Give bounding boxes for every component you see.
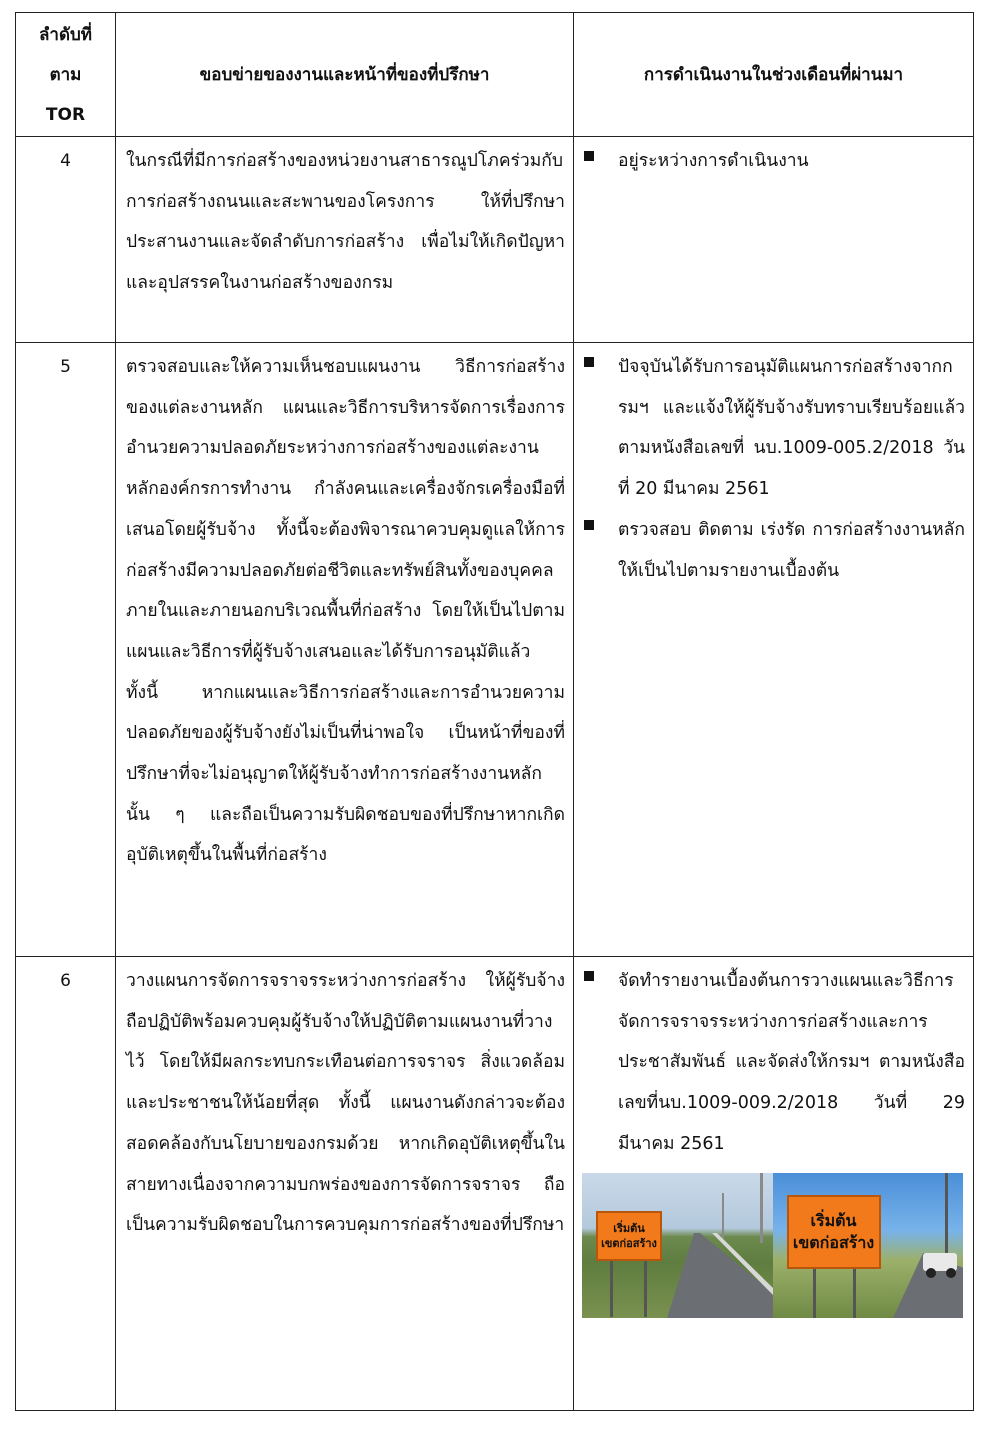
photo-strip [582, 1173, 965, 1318]
table-header-row [16, 13, 974, 137]
square-bullet-icon [584, 151, 594, 161]
square-bullet-icon [584, 971, 594, 981]
header-tor-line-2: ตาม [49, 64, 82, 85]
table-row [16, 957, 974, 1411]
row-scope-text: วางแผนการจัดการจราจรระหว่างการก่อสร้าง ให้ผู้รับจ้างถือปฏิบัติพร้อมควบคุมผู้รับจ้างให้ปฏิบัติตามแผนงานที่วางไว้ โดยให้มีผลกระทบกระเทือนต่อการจราจร สิ่งแวดล้อม และประชาชนให้น้อยที่สุด ทั้งนี้ แผนงานดังกล่าวจะต้องสอดคล้องกับนโยบายของกรมด้วย หากเกิดอุบัติเหตุขึ้นในสายทางเนื่องจากความบกพร่องของการจัดการจราจร ถือเป็นความรับผิดชอบในการควบคุมการก่อสร้างของที่ปรึกษา [116, 957, 574, 1411]
header-progress: การดำเนินงานในช่วงเดือนที่ผ่านมา [574, 13, 974, 137]
header-tor-number [16, 13, 116, 137]
row-scope-text: ในกรณีที่มีการก่อสร้างของหน่วยงานสาธารณูปโภคร่วมกับการก่อสร้างถนนและสะพานของโครงการ ให้ที่ปรึกษาประสานงานและจัดลำดับการก่อสร้าง เพื่อไม่ให้เกิดปัญหาและอุปสรรคในงานก่อสร้างของกรม [116, 137, 574, 343]
sign-text-line-1: เริ่มต้น [810, 1210, 857, 1230]
report-table [15, 12, 974, 1411]
progress-bullet [582, 961, 965, 1165]
row-number: 5 [16, 343, 116, 957]
sign-text-line-2: เขตก่อสร้าง [601, 1236, 657, 1250]
sign-text-line-1: เริ่มต้น [613, 1221, 645, 1235]
square-bullet-icon [584, 520, 594, 530]
construction-sign-photo [582, 1173, 773, 1318]
row-scope-text: ตรวจสอบและให้ความเห็นชอบแผนงาน วิธีการก่อสร้างของแต่ละงานหลัก แผนและวิธีการบริหารจัดการเรื่องการอำนวยความปลอดภัยระหว่างการก่อสร้างของแต่ละงานหลักองค์กรการทำงาน กำลังคนและเครื่องจักรเครื่องมือที่เสนอโดยผู้รับจ้าง ทั้งนี้จะต้องพิจารณาควบคุมดูแลให้การก่อสร้างมีความปลอดภัยต่อชีวิตและทรัพย์สินทั้งของบุคคลภายในและภายนอกบริเวณพื้นที่ก่อสร้าง โดยให้เป็นไปตามแผนและวิธีการที่ผู้รับจ้างเสนอและได้รับการอนุมัติแล้ว ทั้งนี้ หากแผนและวิธีการก่อสร้างและการอำนวยความปลอดภัยของผู้รับจ้างยังไม่เป็นที่น่าพอใจ เป็นหน้าที่ของที่ปรึกษาที่จะไม่อนุญาตให้ผู้รับจ้างทำการก่อสร้างงานหลักนั้น ๆ และถือเป็นความรับผิดชอบของที่ปรึกษาหากเกิดอุบัติเหตุขึ้นในพื้นที่ก่อสร้าง [116, 343, 574, 957]
sign-text-line-2: เขตก่อสร้าง [792, 1232, 875, 1252]
sign-post [813, 1265, 816, 1318]
row-number: 6 [16, 957, 116, 1411]
sign-post [644, 1257, 647, 1317]
header-scope: ขอบข่ายของงานและหน้าที่ของที่ปรึกษา [116, 13, 574, 137]
header-tor-line-3: TOR [45, 104, 86, 125]
progress-bullet [582, 510, 965, 591]
row-progress [574, 957, 974, 1411]
row-progress [574, 137, 974, 343]
row-number: 4 [16, 137, 116, 343]
table-row [16, 137, 974, 343]
progress-bullet [582, 141, 965, 182]
table-row [16, 343, 974, 957]
square-bullet-icon [584, 357, 594, 367]
sign-post [610, 1257, 613, 1317]
row-progress [574, 343, 974, 957]
construction-zone-sign [596, 1211, 662, 1261]
header-tor-line-1: ลำดับที่ [38, 24, 92, 45]
construction-sign-photo [773, 1173, 964, 1318]
progress-text: ปัจจุบันได้รับการอนุมัติแผนการก่อสร้างจากกรมฯ และแจ้งให้ผู้รับจ้างรับทราบเรียบร้อยแล้ว ตามหนังสือเลขที่ นบ.1009-005.2/2018 วันที่ 20 มีนาคม 2561 [618, 357, 965, 500]
progress-text: ตรวจสอบ ติดตาม เร่งรัด การก่อสร้างงานหลัก ให้เป็นไปตามรายงานเบื้องต้น [618, 519, 965, 581]
progress-text: อยู่ระหว่างการดำเนินงาน [618, 151, 809, 171]
progress-bullet [582, 347, 965, 510]
sign-post [853, 1265, 856, 1318]
construction-zone-sign [787, 1195, 881, 1269]
progress-text: จัดทำรายงานเบื้องต้นการวางแผนและวิธีการจัดการจราจรระหว่างการก่อสร้างและการประชาสัมพันธ์ และจัดส่งให้กรมฯ ตามหนังสือเลขที่นบ.1009-009.2/2018 วันที่ 29 มีนาคม 2561 [618, 971, 965, 1154]
